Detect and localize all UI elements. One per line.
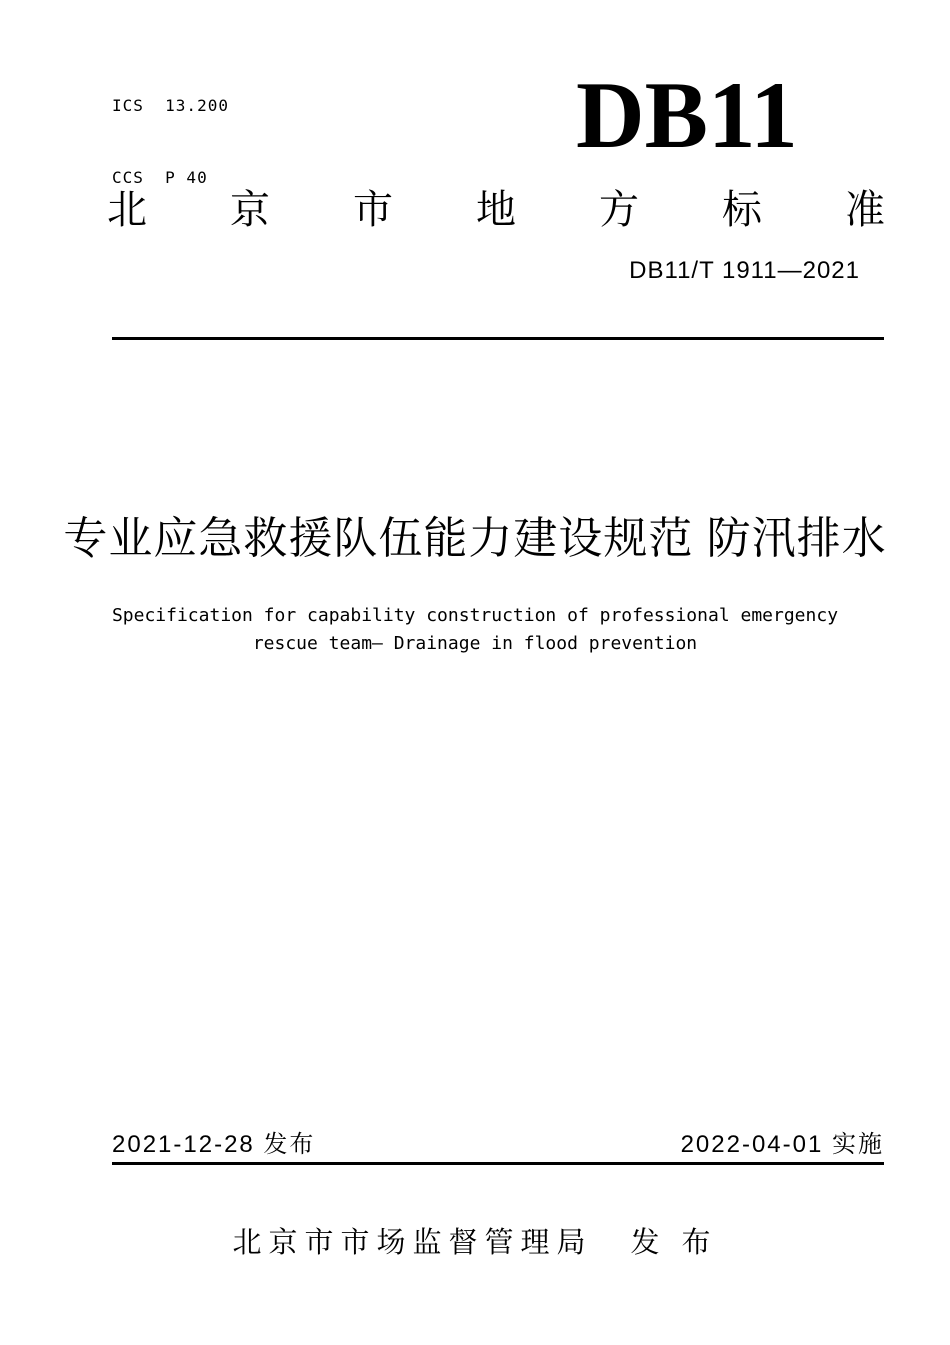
- standard-type-char: 地: [476, 188, 516, 232]
- standard-number: DB11/T 1911—2021: [629, 257, 860, 284]
- footer-divider-line: [112, 1162, 884, 1165]
- document-title-en: [0, 602, 950, 658]
- standard-type-char: 北: [107, 188, 147, 232]
- standard-type-char: 标: [722, 188, 762, 232]
- standard-type-char: 京: [230, 188, 270, 232]
- ics-code: ICS 13.200: [112, 96, 229, 115]
- document-title-zh: 专业应急救援队伍能力建设规范 防汛排水: [63, 514, 887, 563]
- standard-type-char: 方: [599, 188, 639, 232]
- dates-row: [112, 1131, 884, 1159]
- db11-logo: DB11: [576, 62, 798, 168]
- ccs-code: CCS P 40: [112, 168, 208, 187]
- standard-type-title: [107, 188, 885, 232]
- standard-type-char: 市: [353, 188, 393, 232]
- document-title-en-line2: rescue team— Drainage in flood prevention: [252, 633, 698, 654]
- publisher-name: 北京市市场监督管理局: [232, 1227, 593, 1259]
- implement-date: 2022-04-01 实施: [680, 1131, 884, 1158]
- issue-date: 2021-12-28 发布: [112, 1131, 316, 1158]
- publisher-row: [0, 1226, 950, 1260]
- standard-type-char: 准: [845, 188, 885, 232]
- header-divider-line: [112, 337, 884, 340]
- document-title-en-line1: Specification for capability construction of professional emergency: [111, 605, 839, 626]
- publish-label: 发 布: [630, 1227, 718, 1259]
